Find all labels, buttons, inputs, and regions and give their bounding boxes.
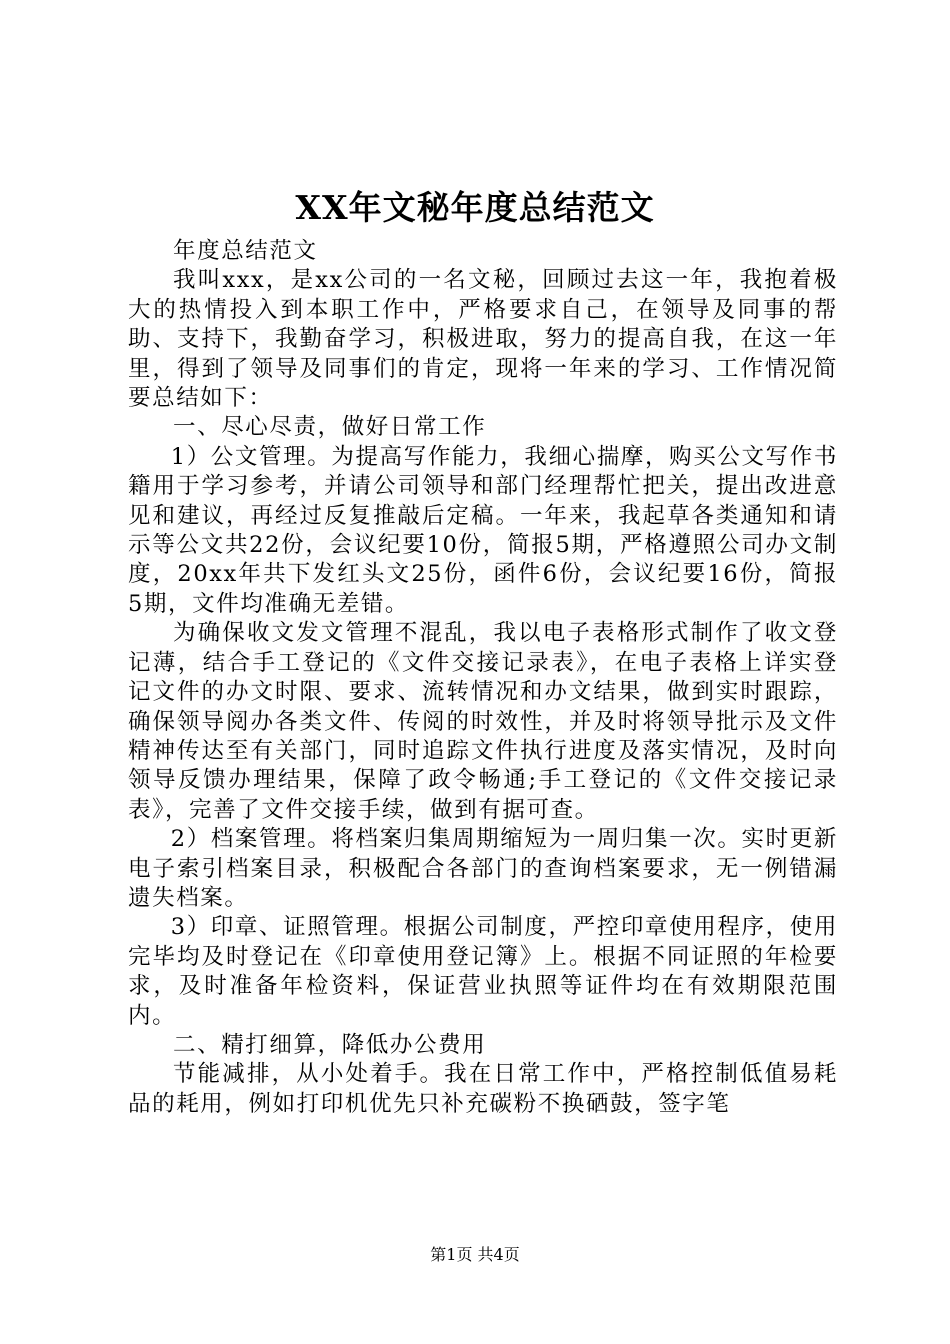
paragraph-subtitle: 年度总结范文 xyxy=(173,238,318,264)
paragraph-document-management: 1）公文管理。为提高写作能力，我细心揣摩，购买公文写作书籍用于学习参考，并请公司领导和部门经理帮忙把关，提出改进意见和建议，再经过反复推敲后定稿。一年来，我起草各类通知和请示等公文共22份，会议纪要10份，简报5期，严格遵照公司办文制度，20xx年共下发红头文25份，函件6份，会议纪要16份，简报5期，文件均准确无差错。 xyxy=(128,443,838,617)
paragraph-archive-management: 2）档案管理。将档案归集周期缩短为一周归集一次。实时更新电子索引档案目录，积极配合各部门的查询档案要求，无一例错漏遗失档案。 xyxy=(128,826,838,911)
paragraph-intro: 我叫xxx，是xx公司的一名文秘，回顾过去这一年，我抱着极大的热情投入到本职工作中，严格要求自己，在领导及同事的帮助、支持下，我勤奋学习，积极进取，努力的提高自我，在这一年里，得到了领导及同事们的肯定，现将一年来的学习、工作情况简要总结如下： xyxy=(128,267,838,412)
document-title: XX年文秘年度总结范文 xyxy=(295,188,655,227)
document-body xyxy=(128,237,838,1119)
section-heading-2: 二、精打细算，降低办公费用 xyxy=(173,1031,487,1058)
paragraph-seal-license: 3）印章、证照管理。根据公司制度，严控印章使用程序，使用完毕均及时登记在《印章使用登记簿》上。根据不同证照的年检要求，及时准备年检资料，保证营业执照等证件均在有效期限范围内。 xyxy=(128,914,838,1029)
paragraph-energy-saving: 节能减排，从小处着手。我在日常工作中，严格控制低值易耗品的耗用，例如打印机优先只补充碳粉不换硒鼓，签字笔 xyxy=(128,1061,838,1117)
page-number-footer: 第1页 共4页 xyxy=(430,1245,520,1264)
paragraph-incoming-outgoing: 为确保收文发文管理不混乱，我以电子表格形式制作了收文登记薄，结合手工登记的《文件交接记录表》，在电子表格上详实登记文件的办文时限、要求、流转情况和办文结果，做到实时跟踪，确保领导阅办各类文件、传阅的时效性，并及时将领导批示及文件精神传达至有关部门，同时追踪文件执行进度及落实情况，及时向领导反馈办理结果，保障了政令畅通;手工登记的《文件交接记录表》，完善了文件交接手续，做到有据可查。 xyxy=(128,620,838,823)
section-heading-1: 一、尽心尽责，做好日常工作 xyxy=(173,414,487,441)
